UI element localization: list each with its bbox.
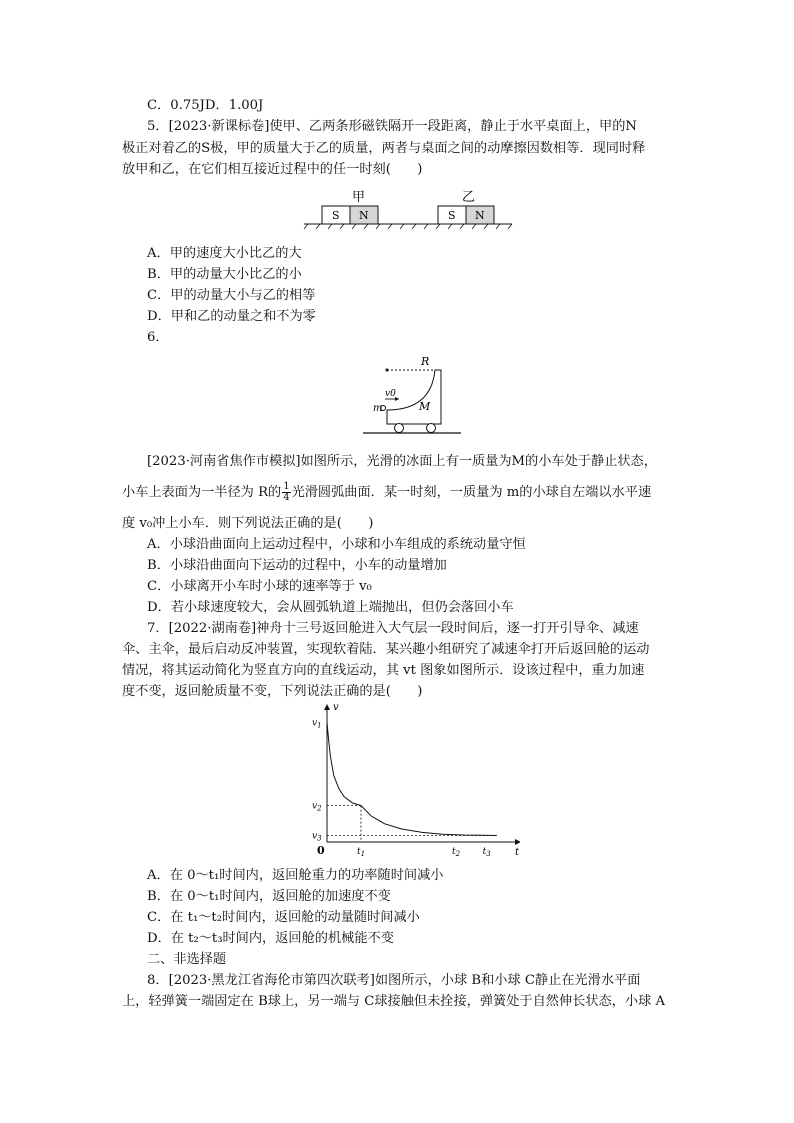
q6-number: 6． — [147, 330, 169, 345]
q6-line3: 度 v₀冲上小车．则下列说法正确的是( ) — [122, 516, 374, 531]
q7-line4: 度不变，返回舱质量不变，下列说法正确的是( ) — [122, 684, 423, 699]
q7-option-d: D．在 t₂～t₃时间内，返回舱的机械能不变 — [147, 931, 394, 946]
quarter-fraction: $\frac{1}{4}$ — [283, 481, 290, 503]
q5-option-b: B．甲的动量大小比乙的小 — [147, 267, 302, 282]
y-tick-v3: $v_3$ — [312, 831, 322, 843]
arc-center-point — [386, 369, 389, 372]
jia-n-label: N — [359, 209, 369, 222]
q7-line3: 情况，将其运动简化为竖直方向的直线运动，其 vt 图象如图所示．设该过程中，重力加速 — [122, 663, 645, 678]
x-axis-label: t — [515, 847, 520, 858]
label-m: m — [373, 403, 383, 414]
label-M: M — [419, 400, 431, 413]
q7-line2: 伞、主伞，最后启动反冲装置，实现软着陆．某兴趣小组研究了减速伞打开后返回舱的运动 — [122, 642, 650, 657]
jia-s-label: S — [332, 209, 340, 222]
label-R: R — [421, 355, 430, 368]
q4-options-tail: C．0.75JD．1.00J — [147, 98, 264, 113]
q7-line1: 7．[2022·湖南卷]神舟十三号返回舱进入大气层一段时间后，逐一打开引导伞、减速 — [147, 621, 639, 636]
q7-option-c: C．在 t₁～t₂时间内，返回舱的动量随时间减小 — [147, 910, 420, 925]
q6-line1: [2023·河南省焦作市模拟]如图所示，光滑的冰面上有一质量为M的小车处于静止状态， — [147, 454, 657, 469]
q6-line2-b: 光滑圆弧曲面．某一时刻，一质量为 m的小球自左端以水平速 — [291, 485, 652, 500]
q8-line1: 8．[2023·黑龙江省海伦市第四次联考]如图所示，小球 B和小球 C静止在光滑水平面 — [147, 973, 641, 988]
magnets-figure — [300, 186, 515, 230]
x-tick-t2: $t_2$ — [452, 847, 461, 858]
yi-n-label: N — [475, 209, 485, 222]
cart-arc-figure — [355, 352, 465, 438]
q6-option-c: C．小球离开小车时小球的速率等于 v₀ — [147, 579, 372, 594]
cart-wheel-left — [395, 424, 404, 433]
q6-option-a: A．小球沿曲面向上运动过程中，小球和小车组成的系统动量守恒 — [147, 537, 526, 552]
vt-chart — [305, 702, 520, 862]
y-tick-v2: $v_2$ — [312, 801, 322, 813]
q7-option-a: A．在 0～t₁时间内，返回舱重力的功率随时间减小 — [147, 868, 444, 883]
q5-line2: 极正对着乙的S极，甲的质量大于乙的质量，两者与桌面之间的动摩擦因数相等．现同时释 — [122, 141, 646, 156]
x-tick-t1: $t_1$ — [356, 847, 366, 858]
section-heading: 二、非选择题 — [147, 952, 227, 967]
label-jia: 甲 — [352, 190, 366, 205]
label-v0: v0 — [385, 389, 396, 399]
q7-option-b: B．在 0～t₁时间内，返回舱的加速度不变 — [147, 889, 391, 904]
q6-line2 — [122, 482, 651, 503]
q6-option-d: D．若小球速度较大，会从圆弧轨道上端抛出，但仍会落回小车 — [147, 600, 514, 615]
x-axis-arrow — [515, 839, 520, 845]
label-yi: 乙 — [462, 190, 476, 205]
y-axis-label: v — [333, 702, 339, 713]
q6-option-b: B．小球沿曲面向下运动的过程中，小车的动量增加 — [147, 558, 447, 573]
x-tick-t3: $t_3$ — [482, 847, 491, 858]
q5-line3: 放甲和乙，在它们相互接近过程中的任一时刻( ) — [122, 162, 423, 177]
y-axis-arrow — [324, 704, 330, 710]
q5-line1: 5．[2023·新课标卷]使甲、乙两条形磁铁隔开一段距离，静止于水平桌面上，甲的N — [147, 119, 637, 134]
q8-line2: 上，轻弹簧一端固定在 B球上，另一端与 C球接触但未拴接，弹簧处于自然伸长状态，小球 A — [122, 994, 666, 1009]
origin-label: 0 — [317, 844, 325, 857]
q5-option-a: A．甲的速度大小比乙的大 — [147, 246, 302, 261]
y-tick-v1: $v_1$ — [312, 718, 322, 730]
table-hatching — [304, 224, 512, 229]
vt-curve — [327, 722, 497, 835]
yi-s-label: S — [448, 209, 456, 222]
q5-option-c: C．甲的动量大小与乙的相等 — [147, 288, 316, 303]
q6-line2-a: 小车上表面为一半径为 R的 — [122, 485, 282, 500]
cart-wheel-right — [427, 424, 436, 433]
q5-option-d: D．甲和乙的动量之和不为零 — [147, 309, 316, 324]
